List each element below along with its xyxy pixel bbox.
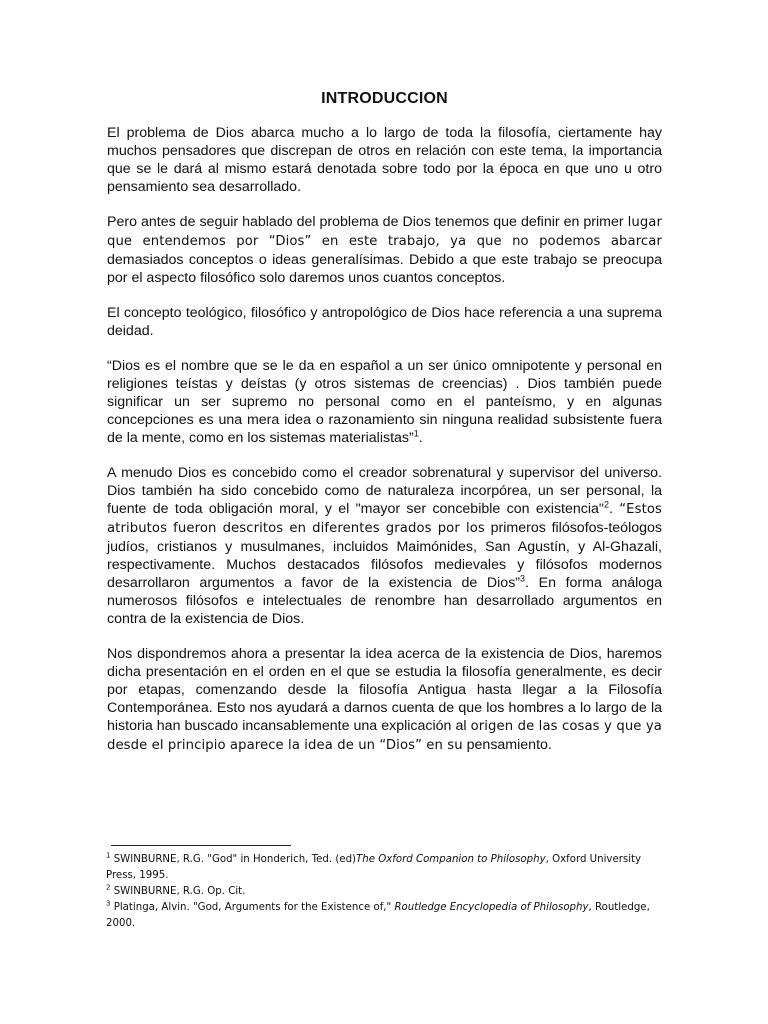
paragraph-5-text-e: . En forma análoga numerosos filósofos e intelectuales de renombre han desarrollado argumentos en contra de la existencia de Dios.	[107, 575, 662, 627]
footnotes	[106, 852, 664, 932]
footnote-1-marker: 1	[106, 851, 111, 860]
footnote-ref-2[interactable]: 2	[603, 499, 609, 510]
footnote-2-text: SWINBURNE, R.G. Op. Cit.	[110, 886, 246, 897]
paragraph-1-text: El problema de Dios abarca mucho a lo largo de toda la filosofía, ciertamente hay muchos pensadores que discrepan de otros en relación con este tema, la importancia que se le dará al mismo estará denotada sobre todo por la época en que uno u otro pensamiento sea desarrollado.	[107, 125, 662, 195]
paragraph-5-text-a: A menudo Dios es concebido como el creador sobrenatural y supervisor del universo. Dios también ha sido concebido como de naturaleza incorpórea, un ser personal, la fuente de toda obligación moral, y el "mayor ser concebible con existencia"	[107, 465, 662, 517]
footnote-3-marker: 3	[106, 899, 111, 908]
paragraph-3	[107, 304, 662, 340]
footnote-3-rest: , Routledge, 2000.	[106, 902, 650, 929]
page-title: INTRODUCCION	[321, 90, 448, 107]
paragraph-4-end: .	[418, 430, 423, 446]
paragraph-2	[107, 213, 662, 287]
paragraph-2-text-b: lugar que entendemos por “Dios” en este trabajo, ya que no podemos abarcar	[107, 215, 662, 249]
paragraph-2-text-c: demasiados conceptos o ideas generalísimas. Debido a que este trabajo se preocupa por el aspecto filosófico solo daremos unos cuantos conceptos.	[107, 252, 662, 286]
paragraph-5-text-b: .	[608, 501, 620, 517]
footnote-separator	[111, 845, 291, 846]
paragraph-6-text-c: pensamiento.	[466, 737, 552, 753]
paragraph-4	[107, 357, 662, 447]
footnote-1-title: The Oxford Companion to Philosophy	[356, 854, 546, 865]
footnote-ref-1[interactable]: 1	[413, 428, 419, 439]
document-body	[107, 90, 662, 772]
footnote-2	[106, 884, 664, 900]
paragraph-6-text-a: Nos dispondremos ahora a presentar la idea acerca de la existencia de Dios, haremos dicha presentación en el orden en el que se estudia la filosofía generalmente, es decir por etapas, comenzando desde la filosofía Antigua hasta llegar a la Filosofía Contemporánea. Esto nos ayudará a darnos cuenta de que los hombres a lo largo de la historia han buscado incansablemente una explicación al	[107, 646, 662, 734]
footnote-2-marker: 2	[106, 883, 111, 892]
paragraph-4-text: “Dios es el nombre que se le da en español a un ser único omnipotente y personal en religiones teístas y deístas (y otros sistemas de creencias) . Dios también puede significar un ser supremo no personal como en el panteísmo, y en algunas concepciones es una mera idea o razonamiento sin ninguna realidad subsistente fuera de la mente, como en los sistemas materialistas”	[107, 358, 662, 446]
paragraph-6	[107, 645, 662, 755]
paragraph-6-text-b: origen de las cosas y que ya desde el principio aparece la idea de un “Dios” en su	[107, 719, 662, 753]
footnote-1-text: SWINBURNE, R.G. "God" in Honderich, Ted. (ed)	[110, 854, 357, 865]
footnote-3-title: Routledge Encyclopedia of Philosophy	[394, 902, 589, 913]
footnote-3	[106, 900, 664, 932]
footnote-1-rest: , Oxford University Press, 1995.	[106, 854, 642, 881]
footnote-3-text: Platinga, Alvin. "God, Arguments for the Existence of,"	[110, 902, 395, 913]
paragraph-1	[107, 124, 662, 196]
paragraph-5-text-d: primeros filósofos-teólogos judíos, cristianos y musulmanes, incluidos Maimónides, San Agustín, y Al-Ghazali, respectivamente. Muchos destacados filósofos medievales y filósofos modernos desarrollaron argumentos a favor de la existencia de Dios”	[107, 520, 662, 591]
footnote-ref-3[interactable]: 3	[520, 573, 526, 584]
footnote-1	[106, 852, 664, 884]
paragraph-5	[107, 464, 662, 628]
paragraph-3-text: El concepto teológico, filosófico y antropológico de Dios hace referencia a una suprema deidad.	[107, 305, 662, 339]
paragraph-5-text-c: “Estos atributos fueron descritos en diferentes grados por los	[107, 502, 662, 536]
paragraph-2-text-a: Pero antes de seguir hablado del problema de Dios tenemos que definir en primer	[107, 214, 624, 230]
